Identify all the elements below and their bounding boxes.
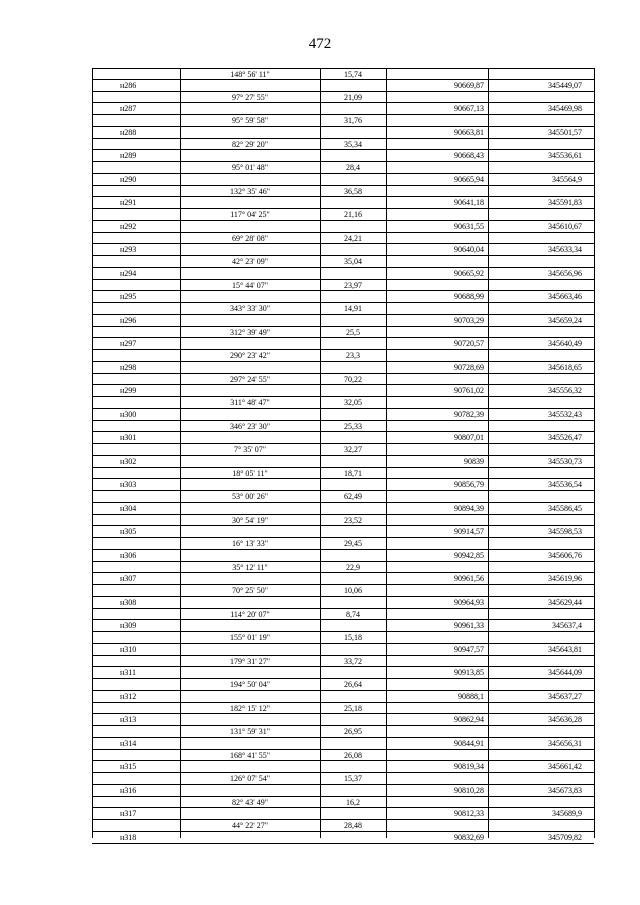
point-name: н299 bbox=[120, 386, 137, 396]
segment-length: 33,72 bbox=[344, 656, 362, 666]
segment-length: 14,91 bbox=[344, 304, 362, 313]
direction-angle: 132° 35' 46" bbox=[230, 186, 270, 196]
coordinate-y: 345663,46 bbox=[548, 292, 582, 302]
segment-length: 23,97 bbox=[344, 280, 362, 290]
segment-length: 31,76 bbox=[344, 116, 362, 125]
point-name: н315 bbox=[120, 762, 137, 772]
direction-angle: 53° 00' 26" bbox=[232, 492, 268, 501]
coordinate-y: 345556,32 bbox=[548, 386, 582, 396]
point-name: н298 bbox=[120, 362, 137, 372]
coordinate-x: 90631,55 bbox=[454, 221, 484, 231]
point-row bbox=[92, 667, 594, 679]
point-row bbox=[92, 550, 594, 562]
segment-length: 23,52 bbox=[344, 515, 362, 525]
point-row bbox=[92, 644, 594, 656]
direction-angle: 148° 56' 11" bbox=[230, 70, 270, 79]
coordinate-y: 345532,43 bbox=[548, 409, 582, 419]
point-name: н296 bbox=[120, 315, 137, 325]
segment-length: 32,27 bbox=[344, 445, 362, 454]
direction-angle: 15° 44' 07" bbox=[232, 280, 268, 290]
segment-length: 26,95 bbox=[344, 727, 362, 736]
segment-length: 36,58 bbox=[344, 186, 362, 196]
segment-row bbox=[92, 374, 594, 386]
coordinate-x: 90688,99 bbox=[454, 292, 484, 302]
segment-row bbox=[92, 303, 594, 315]
coordinate-x: 90703,29 bbox=[454, 315, 484, 325]
direction-angle: 95° 59' 58" bbox=[232, 116, 268, 125]
segment-row bbox=[92, 538, 594, 550]
coordinate-y: 345640,49 bbox=[548, 339, 582, 349]
point-name: н288 bbox=[120, 127, 137, 137]
segment-row bbox=[92, 162, 594, 174]
direction-angle: 35° 12' 11" bbox=[232, 562, 268, 572]
coordinate-x: 90856,79 bbox=[454, 480, 484, 490]
coordinate-y: 345586,45 bbox=[548, 503, 582, 513]
direction-angle: 70° 25' 50" bbox=[232, 586, 268, 595]
point-name: н290 bbox=[120, 174, 137, 184]
point-name: н310 bbox=[120, 644, 137, 654]
point-row bbox=[92, 526, 594, 538]
coordinate-x: 90961,33 bbox=[454, 621, 484, 631]
coordinate-y: 345637,27 bbox=[548, 691, 582, 701]
coordinate-y: 345689,9 bbox=[552, 809, 582, 819]
point-row bbox=[92, 80, 594, 92]
segment-row bbox=[92, 585, 594, 597]
coordinate-x: 90728,69 bbox=[454, 362, 484, 372]
point-name: н294 bbox=[120, 268, 137, 278]
segment-length: 26,08 bbox=[344, 750, 362, 760]
coordinate-y: 345643,81 bbox=[548, 644, 582, 654]
segment-length: 16,2 bbox=[346, 797, 360, 807]
table-rule-mid bbox=[386, 68, 387, 838]
segment-row bbox=[92, 491, 594, 503]
point-name: н293 bbox=[120, 245, 137, 255]
coordinate-x: 90964,93 bbox=[454, 597, 484, 607]
coordinate-y: 345633,34 bbox=[548, 245, 582, 255]
coordinate-x: 90862,94 bbox=[454, 715, 484, 725]
segment-length: 21,09 bbox=[344, 92, 362, 102]
point-row bbox=[92, 808, 594, 820]
point-name: н311 bbox=[120, 668, 136, 678]
coordinate-x: 90640,04 bbox=[454, 245, 484, 255]
point-row bbox=[92, 832, 594, 844]
segment-row bbox=[92, 397, 594, 409]
direction-angle: 168° 41' 55" bbox=[230, 750, 270, 760]
table-rule-right bbox=[594, 68, 595, 838]
point-row bbox=[92, 362, 594, 374]
table-rule-x-right bbox=[488, 68, 489, 838]
segment-row bbox=[92, 186, 594, 198]
segment-row bbox=[92, 679, 594, 691]
coordinate-x: 90947,57 bbox=[454, 644, 484, 654]
point-name: н300 bbox=[120, 409, 137, 419]
coordinate-y: 345591,83 bbox=[548, 198, 582, 208]
direction-angle: 69° 28' 08" bbox=[232, 233, 268, 243]
coordinate-y: 345501,57 bbox=[548, 127, 582, 137]
coordinate-x: 90961,56 bbox=[454, 574, 484, 584]
coordinate-x: 90665,92 bbox=[454, 268, 484, 278]
direction-angle: 131° 59' 31" bbox=[230, 727, 270, 736]
point-row bbox=[92, 385, 594, 397]
direction-angle: 194° 50' 04" bbox=[230, 680, 270, 689]
point-row bbox=[92, 338, 594, 350]
point-name: н297 bbox=[120, 339, 137, 349]
point-row bbox=[92, 315, 594, 327]
point-row bbox=[92, 456, 594, 468]
coordinate-y: 345564,9 bbox=[552, 174, 582, 184]
coordinate-y: 345469,98 bbox=[548, 104, 582, 114]
coordinate-x: 90844,91 bbox=[454, 738, 484, 748]
coordinate-y: 345637,4 bbox=[552, 621, 582, 631]
direction-angle: 312° 39' 49" bbox=[230, 327, 270, 337]
point-name: н314 bbox=[120, 738, 137, 748]
segment-length: 18,71 bbox=[344, 468, 362, 478]
direction-angle: 95° 01' 48" bbox=[232, 163, 268, 172]
point-row bbox=[92, 103, 594, 115]
point-name: н317 bbox=[120, 809, 137, 819]
point-name: н287 bbox=[120, 104, 137, 114]
page-number: 472 bbox=[308, 36, 332, 52]
point-row bbox=[92, 691, 594, 703]
direction-angle: 117° 04' 25" bbox=[230, 210, 270, 219]
segment-row bbox=[92, 233, 594, 245]
direction-angle: 155° 01' 19" bbox=[230, 633, 270, 642]
direction-angle: 311° 48' 47" bbox=[230, 398, 270, 407]
table-rule-angle-right bbox=[320, 68, 321, 838]
coordinate-x: 90913,85 bbox=[454, 668, 484, 678]
point-row bbox=[92, 291, 594, 303]
point-name: н304 bbox=[120, 503, 137, 513]
coordinate-x: 90832,69 bbox=[454, 832, 484, 842]
direction-angle: 297° 24' 55" bbox=[230, 374, 270, 384]
point-row bbox=[92, 714, 594, 726]
segment-length: 28,4 bbox=[346, 163, 360, 172]
point-name: н303 bbox=[120, 480, 137, 490]
point-name: н316 bbox=[120, 785, 137, 795]
segment-row bbox=[92, 609, 594, 621]
point-row bbox=[92, 479, 594, 491]
coordinate-y: 345661,42 bbox=[548, 762, 582, 772]
direction-angle: 82° 43' 49" bbox=[232, 797, 268, 807]
coordinate-y: 345530,73 bbox=[548, 456, 582, 466]
coordinate-x: 90894,39 bbox=[454, 503, 484, 513]
direction-angle: 42° 23' 09" bbox=[232, 257, 268, 266]
segment-row bbox=[92, 562, 594, 574]
segment-length: 62,49 bbox=[344, 492, 362, 501]
point-name: н308 bbox=[120, 597, 137, 607]
point-row bbox=[92, 221, 594, 233]
coordinate-x: 90667,13 bbox=[454, 104, 484, 114]
segment-length: 8,74 bbox=[346, 609, 360, 619]
segment-length: 25,18 bbox=[344, 703, 362, 713]
coordinate-y: 345610,67 bbox=[548, 221, 582, 231]
point-row bbox=[92, 268, 594, 280]
point-name: н305 bbox=[120, 527, 137, 537]
point-name: н302 bbox=[120, 456, 137, 466]
segment-row bbox=[92, 115, 594, 127]
coordinate-y: 345619,96 bbox=[548, 574, 582, 584]
coordinate-x: 90669,87 bbox=[454, 80, 484, 90]
segment-row bbox=[92, 92, 594, 104]
coordinate-y: 345629,44 bbox=[548, 597, 582, 607]
segment-length: 24,21 bbox=[344, 233, 362, 243]
coordinate-x: 90665,94 bbox=[454, 174, 484, 184]
coordinate-y: 345659,24 bbox=[548, 315, 582, 325]
point-name: н312 bbox=[120, 691, 137, 701]
coordinate-y: 345618,65 bbox=[548, 362, 582, 372]
table-rule-left bbox=[92, 68, 93, 838]
point-row bbox=[92, 150, 594, 162]
coordinate-y: 345644,09 bbox=[548, 668, 582, 678]
point-row bbox=[92, 197, 594, 209]
direction-angle: 82° 29' 20" bbox=[232, 139, 268, 149]
segment-row bbox=[92, 797, 594, 809]
segment-row bbox=[92, 327, 594, 339]
point-name: н291 bbox=[120, 198, 137, 208]
point-name: н295 bbox=[120, 292, 137, 302]
segment-row bbox=[92, 468, 594, 480]
coordinate-x: 90782,39 bbox=[454, 409, 484, 419]
segment-length: 22,9 bbox=[346, 562, 360, 572]
coordinate-y: 345598,53 bbox=[548, 527, 582, 537]
segment-length: 25,33 bbox=[344, 421, 362, 431]
direction-angle: 126° 07' 54" bbox=[230, 774, 270, 783]
point-row bbox=[92, 785, 594, 797]
direction-angle: 179° 31' 27" bbox=[230, 656, 270, 666]
point-name: н301 bbox=[120, 433, 137, 443]
point-row bbox=[92, 573, 594, 585]
coordinates-table bbox=[92, 68, 594, 844]
segment-length: 15,74 bbox=[344, 70, 362, 79]
point-row bbox=[92, 761, 594, 773]
coordinate-x: 90641,18 bbox=[454, 198, 484, 208]
point-name: н307 bbox=[120, 574, 137, 584]
segment-row bbox=[92, 656, 594, 668]
point-name: н286 bbox=[120, 80, 137, 90]
coordinate-x: 90810,28 bbox=[454, 785, 484, 795]
segment-length: 28,48 bbox=[344, 821, 362, 830]
coordinate-y: 345656,31 bbox=[548, 738, 582, 748]
segment-row bbox=[92, 421, 594, 433]
segment-length: 70,22 bbox=[344, 374, 362, 384]
table-rule-angle-left bbox=[180, 68, 181, 838]
segment-length: 23,3 bbox=[346, 351, 360, 360]
segment-row bbox=[92, 139, 594, 151]
point-row bbox=[92, 620, 594, 632]
coordinate-x: 90668,43 bbox=[454, 151, 484, 161]
segment-length: 26,64 bbox=[344, 680, 362, 689]
coordinate-y: 345449,07 bbox=[548, 80, 582, 90]
segment-row bbox=[92, 726, 594, 738]
coordinate-y: 345636,28 bbox=[548, 715, 582, 725]
coordinate-x: 90761,02 bbox=[454, 386, 484, 396]
point-row bbox=[92, 409, 594, 421]
direction-angle: 7° 35' 07" bbox=[234, 445, 266, 454]
coordinate-y: 345673,83 bbox=[548, 785, 582, 795]
coordinate-x: 90839 bbox=[464, 456, 484, 466]
coordinate-y: 345536,54 bbox=[548, 480, 582, 490]
direction-angle: 346° 23' 30" bbox=[230, 421, 270, 431]
coordinate-x: 90812,33 bbox=[454, 809, 484, 819]
point-name: н318 bbox=[120, 832, 137, 842]
coordinate-y: 345536,61 bbox=[548, 151, 582, 161]
point-row bbox=[92, 503, 594, 515]
coordinate-y: 345656,96 bbox=[548, 268, 582, 278]
direction-angle: 18° 05' 11" bbox=[232, 468, 268, 478]
coordinate-x: 90819,34 bbox=[454, 762, 484, 772]
point-row bbox=[92, 127, 594, 139]
segment-length: 35,34 bbox=[344, 139, 362, 149]
coordinate-y: 345606,76 bbox=[548, 550, 582, 560]
segment-row bbox=[92, 632, 594, 644]
coordinate-x: 90720,57 bbox=[454, 339, 484, 349]
segment-row bbox=[92, 703, 594, 715]
point-row bbox=[92, 174, 594, 186]
segment-row bbox=[92, 515, 594, 527]
segment-row bbox=[92, 750, 594, 762]
point-name: н289 bbox=[120, 151, 137, 161]
segment-length: 21,16 bbox=[344, 210, 362, 219]
coordinate-x: 90888,1 bbox=[458, 691, 484, 701]
segment-row bbox=[92, 256, 594, 268]
direction-angle: 44° 22' 27" bbox=[232, 821, 268, 830]
coordinate-x: 90807,01 bbox=[454, 433, 484, 443]
segment-row bbox=[92, 773, 594, 785]
segment-row bbox=[92, 820, 594, 832]
direction-angle: 182° 15' 12" bbox=[230, 703, 270, 713]
segment-row bbox=[92, 280, 594, 292]
coordinate-x: 90914,57 bbox=[454, 527, 484, 537]
point-row bbox=[92, 738, 594, 750]
segment-length: 10,06 bbox=[344, 586, 362, 595]
direction-angle: 30° 54' 19" bbox=[232, 515, 268, 525]
point-name: н313 bbox=[120, 715, 137, 725]
segment-length: 29,45 bbox=[344, 539, 362, 548]
direction-angle: 290° 23' 42" bbox=[230, 351, 270, 360]
segment-row bbox=[92, 209, 594, 221]
segment-length: 25,5 bbox=[346, 327, 360, 337]
direction-angle: 16° 13' 33" bbox=[232, 539, 268, 548]
coordinate-y: 345526,47 bbox=[548, 433, 582, 443]
segment-row bbox=[92, 68, 594, 80]
direction-angle: 97° 27' 55" bbox=[232, 92, 268, 102]
point-name: н292 bbox=[120, 221, 137, 231]
segment-row bbox=[92, 350, 594, 362]
direction-angle: 343° 33' 30" bbox=[230, 304, 270, 313]
segment-length: 15,18 bbox=[344, 633, 362, 642]
coordinate-x: 90663,81 bbox=[454, 127, 484, 137]
coordinate-y: 345709,82 bbox=[548, 832, 582, 842]
segment-length: 15,37 bbox=[344, 774, 362, 783]
point-row bbox=[92, 432, 594, 444]
point-row bbox=[92, 597, 594, 609]
point-name: н306 bbox=[120, 550, 137, 560]
segment-length: 32,05 bbox=[344, 398, 362, 407]
point-name: н309 bbox=[120, 621, 137, 631]
coordinate-x: 90942,85 bbox=[454, 550, 484, 560]
point-row bbox=[92, 244, 594, 256]
direction-angle: 114° 20' 07" bbox=[230, 609, 270, 619]
segment-length: 35,04 bbox=[344, 257, 362, 266]
segment-row bbox=[92, 444, 594, 456]
